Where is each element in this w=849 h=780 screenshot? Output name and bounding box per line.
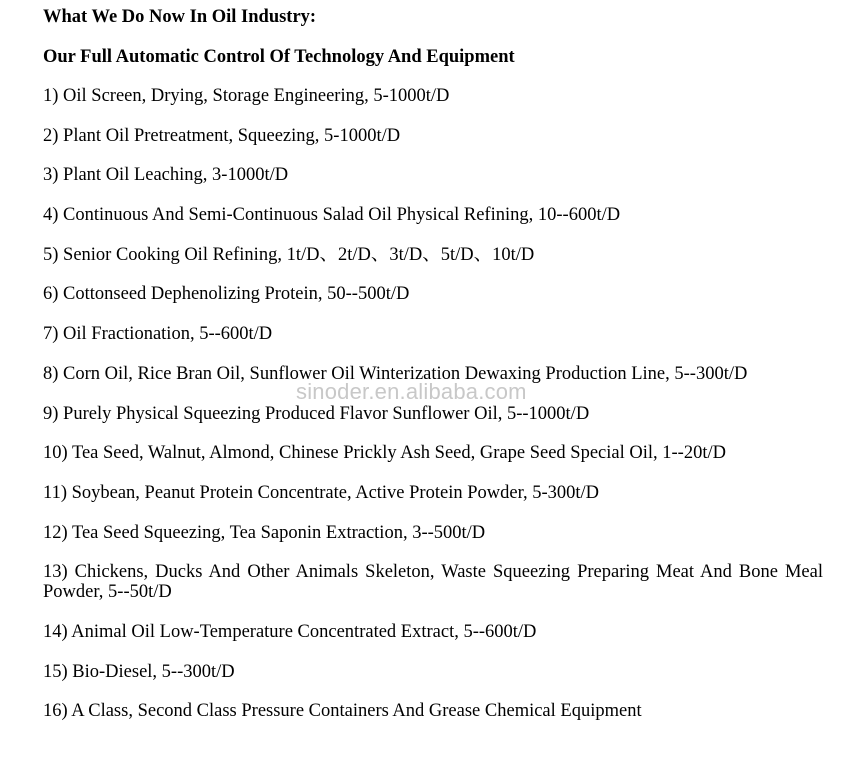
list-item: 6) Cottonseed Dephenolizing Protein, 50--500t/D <box>43 284 410 305</box>
document-body <box>43 6 823 741</box>
list-item: 13) Chickens, Ducks And Other Animals Skeleton, Waste Squeezing Preparing Meat And Bone Meal Powder, 5--50t/D <box>43 562 823 603</box>
list-item: 1) Oil Screen, Drying, Storage Engineering, 5-1000t/D <box>43 86 450 106</box>
section-heading: What We Do Now In Oil Industry: <box>43 7 317 27</box>
list-item: 8) Corn Oil, Rice Bran Oil, Sunflower Oil Winterization Dewaxing Production Line, 5--300t/D <box>43 363 748 384</box>
list-item: 10) Tea Seed, Walnut, Almond, Chinese Prickly Ash Seed, Grape Seed Special Oil, 1--20t/D <box>43 443 726 464</box>
list-item: 4) Continuous And Semi-Continuous Salad Oil Physical Refining, 10--600t/D <box>43 205 621 226</box>
watermark: sinoder.en.alibaba.com <box>296 379 527 404</box>
list-item: 5) Senior Cooking Oil Refining, 1t/D、2t/D、3t/D、5t/D、10t/D <box>43 244 535 265</box>
list-item: 2) Plant Oil Pretreatment, Squeezing, 5-1000t/D <box>43 125 401 146</box>
list-item: 15) Bio-Diesel, 5--300t/D <box>43 661 235 682</box>
list-item: 12) Tea Seed Squeezing, Tea Saponin Extraction, 3--500t/D <box>43 522 486 543</box>
list-item: 7) Oil Fractionation, 5--600t/D <box>43 324 273 345</box>
subheading: Our Full Automatic Control Of Technology And Equipment <box>43 47 515 67</box>
capability-list <box>43 86 823 721</box>
list-item: 14) Animal Oil Low-Temperature Concentrated Extract, 5--600t/D <box>43 621 537 642</box>
list-item: 11) Soybean, Peanut Protein Concentrate, Active Protein Powder, 5-300t/D <box>43 482 600 503</box>
list-item: 9) Purely Physical Squeezing Produced Flavor Sunflower Oil, 5--1000t/D <box>43 403 590 424</box>
list-item: 3) Plant Oil Leaching, 3-1000t/D <box>43 165 289 186</box>
list-item: 16) A Class, Second Class Pressure Containers And Grease Chemical Equipment <box>43 701 642 722</box>
